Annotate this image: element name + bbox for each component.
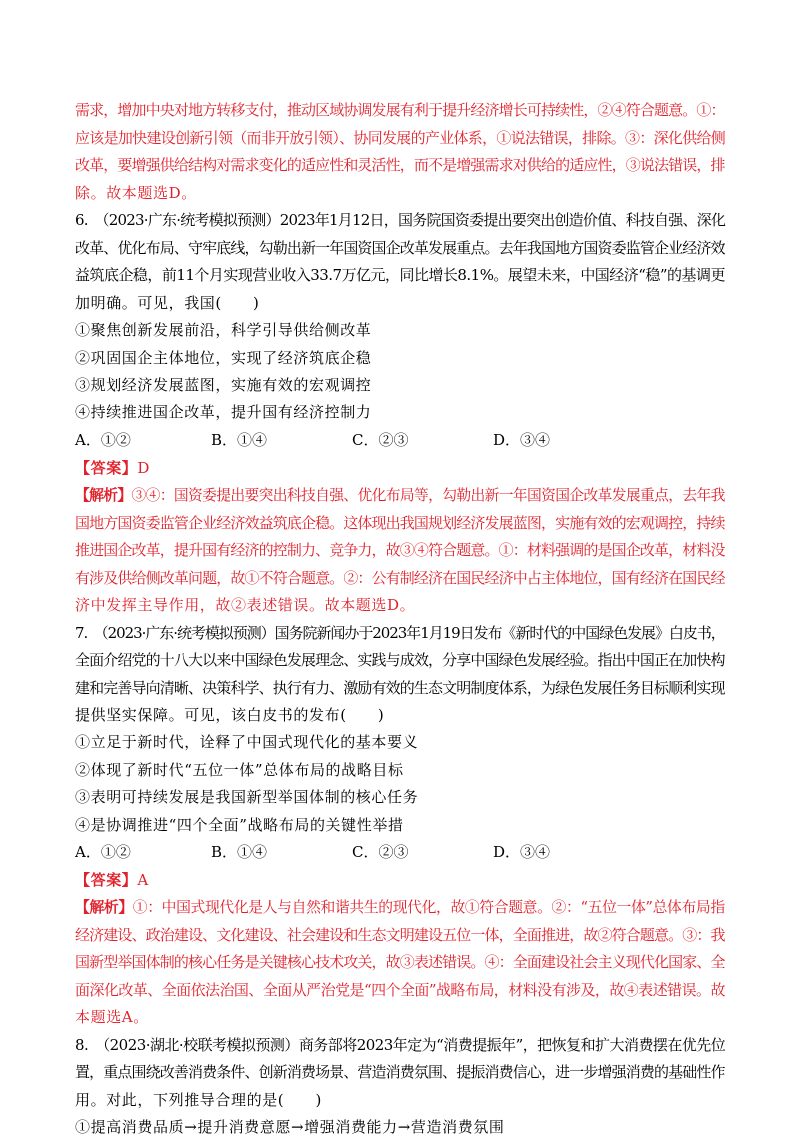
q7-item: ①立足于新时代，诠释了中国式现代化的基本要义 <box>75 733 419 751</box>
q7-answer <box>75 868 149 892</box>
q7-option-c: C．②③ <box>352 843 409 861</box>
q6-analysis-line: 济中发挥主导作用，故②表述错误。故本题选D。 <box>75 596 416 614</box>
prev-analysis-line: 需求，增加中央对地方转移支付，推动区域协调发展有利于提升经济增长可持续性，②④符合题意。①： <box>75 101 725 119</box>
q7-stem-line: 全面介绍党的十八大以来中国绿色发展理念、实践与成效，分享中国绿色发展经验。指出中国正在加快构 <box>75 651 725 669</box>
answer-value: A <box>137 871 149 889</box>
q8-stem-line: 用。对此，下列推导合理的是( ) <box>75 1091 322 1109</box>
analysis-label: 【解析】 <box>75 898 133 916</box>
q7-analysis-line <box>75 895 725 919</box>
q6-stem-line: 6. （2023·广东·统考模拟预测）2023年1月12日，国务院国资委提出要突出创造价值、科技自强、深化 <box>75 211 726 229</box>
answer-label: 【答案】 <box>75 459 138 477</box>
q7-analysis-line: 国新型举国体制的核心任务是关键核心技术攻关，故③表述错误。④：全面建设社会主义现代化国家、全 <box>75 953 725 971</box>
q8-item: ①提高消费品质→提升消费意愿→增强消费能力→营造消费氛围 <box>75 1118 505 1136</box>
analysis-text: ③④：国资委提出要突出科技自强、优化布局等，勾勒出新一年国资国企改革发展重点，去年我 <box>131 486 725 504</box>
q8-stem-line: 8. （2023·湖北·校联考模拟预测）商务部将2023年定为“消费提振年”，把恢复和扩大消费摆在优先位 <box>75 1036 726 1054</box>
q7-item: ②体现了新时代“五位一体”总体布局的战略目标 <box>75 761 404 779</box>
q6-analysis-line: 推进国企改革，提升国有经济的控制力、竞争力，故③④符合题意。①：材料强调的是国企改革，材料没 <box>75 541 725 559</box>
q6-stem-line: 益筑底企稳，前11个月实现营业收入33.7万亿元，同比增长8.1%。展望未来，中国经济“稳”的基调更 <box>75 266 725 284</box>
q7-stem-line: 提供坚实保障。可见，该白皮书的发布( ) <box>75 706 385 724</box>
prev-analysis-line: 除。故本题选D。 <box>75 184 197 202</box>
q7-stem-line: 7. （2023·广东·统考模拟预测）国务院新闻办于2023年1月19日发布《新时代的中国绿色发展》白皮书， <box>75 624 725 642</box>
answer-value: D <box>137 459 151 477</box>
q6-analysis-line: 国地方国资委监管企业经济效益筑底企稳。这体现出我国规划经济发展蓝图，实施有效的宏观调控，持续 <box>75 514 725 532</box>
q6-item: ④持续推进国企改革，提升国有经济控制力 <box>75 403 372 421</box>
q6-stem-line: 改革、优化布局、守牢底线，勾勒出新一年国资国企改革发展重点。去年我国地方国资委监管企业经济效 <box>75 239 725 257</box>
answer-label: 【答案】 <box>75 871 138 889</box>
q6-stem-line: 加明确。可见，我国( ) <box>75 294 260 312</box>
q6-item: ①聚焦创新发展前沿，科学引导供给侧改革 <box>75 321 372 339</box>
q7-item: ③表明可持续发展是我国新型举国体制的核心任务 <box>75 788 419 806</box>
q7-analysis-line: 面深化改革、全面依法治国、全面从严治党是“四个全面”战略布局，材料没有涉及，故④表述错误。故 <box>75 981 725 999</box>
q8-stem-line: 置，重点围绕改善消费条件、创新消费场景、营造消费氛围、提振消费信心，进一步增强消费的基础性作 <box>75 1063 725 1081</box>
q6-option-b: B．①④ <box>211 431 268 449</box>
q7-item: ④是协调推进“四个全面”战略布局的关键性举措 <box>75 816 404 834</box>
analysis-label: 【解析】 <box>75 486 132 504</box>
analysis-text: ①：中国式现代化是人与自然和谐共生的现代化，故①符合题意。②：“五位一体”总体布局指 <box>132 898 725 916</box>
q7-option-d: D．③④ <box>493 843 551 861</box>
q7-analysis-line: 本题选A。 <box>75 1008 149 1026</box>
q6-option-c: C．②③ <box>352 431 409 449</box>
q6-option-a: A．①② <box>75 431 131 449</box>
q6-analysis-line <box>75 483 725 507</box>
q7-stem-line: 建和完善导向清晰、决策科学、执行有力、激励有效的生态文明制度体系，为绿色发展任务目标顺利实现 <box>75 679 725 697</box>
q7-analysis-line: 经济建设、政治建设、文化建设、社会建设和生态文明建设五位一体，全面推进，故②符合题意。③：我 <box>75 926 725 944</box>
prev-analysis-line: 改革，要增强供给结构对需求变化的适应性和灵活性，而不是增强需求对供给的适应性，③说法错误，排 <box>75 156 725 174</box>
q7-option-a: A．①② <box>75 843 131 861</box>
q6-item: ③规划经济发展蓝图，实施有效的宏观调控 <box>75 376 372 394</box>
q6-item: ②巩固国企主体地位，实现了经济筑底企稳 <box>75 349 372 367</box>
q6-analysis-line: 有涉及供给侧改革问题，故①不符合题意。②：公有制经济在国民经济中占主体地位，国有经济在国民经 <box>75 569 725 587</box>
q7-option-b: B．①④ <box>211 843 268 861</box>
q6-option-d: D．③④ <box>493 431 551 449</box>
q6-answer <box>75 456 150 480</box>
prev-analysis-line: 应该是加快建设创新引领（而非开放引领）、协同发展的产业体系，①说法错误，排除。③：深化供给侧 <box>75 129 726 147</box>
